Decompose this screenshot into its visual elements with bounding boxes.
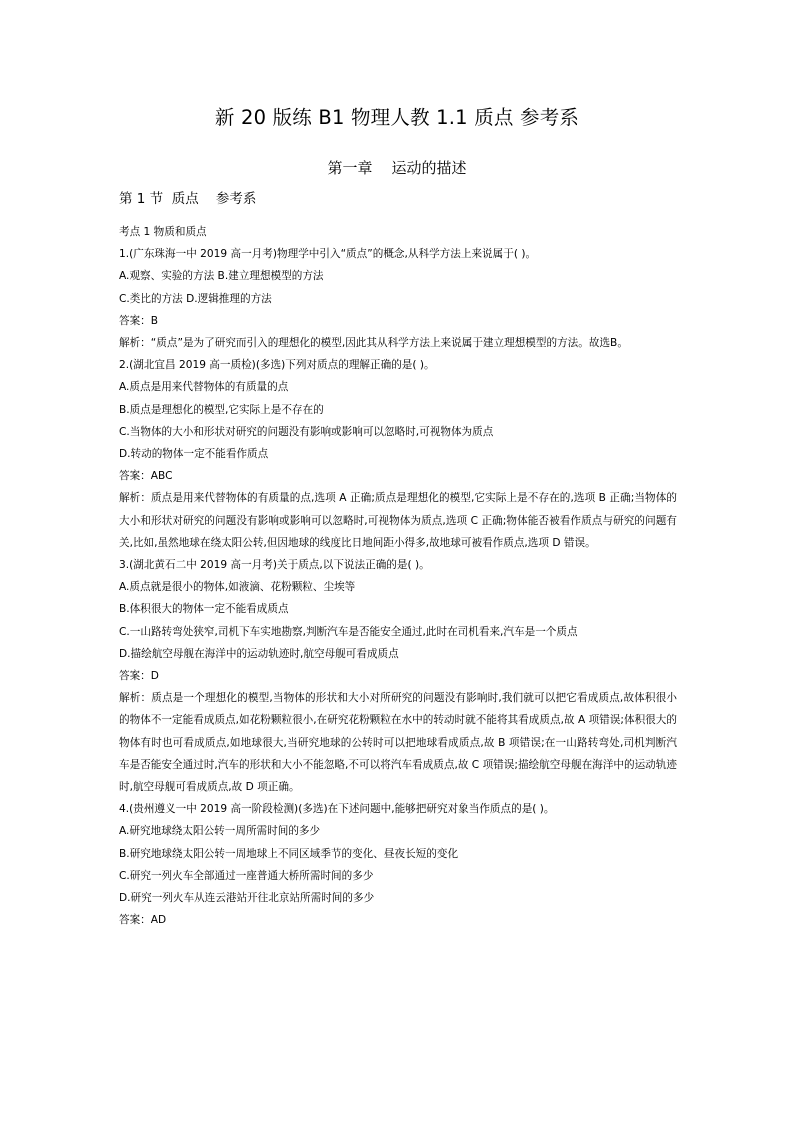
question-4-answer: 答案：AD (119, 914, 167, 927)
chapter-title: 第一章 运动的描述 (327, 159, 467, 177)
question-1-options-ab: A.观察、实验的方法 B.建立理想模型的方法 (119, 270, 324, 283)
question-2-explanation: 解析：质点是用来代替物体的有质量的点,选项 A 正确;质点是理想化的模型,它实际上是不存在的,选项 B 正确;当物体的大小和形状对研究的问题没有影响或影响可以忽略时,可视物体为质点,选项 C 正确;物体能否被看作质点与研究的问题有关,比如,虽然地球在绕太阳公转,但因地球的线度比日地间距小得多,故地球可被看作质点,选项 D 错误。 (119, 492, 677, 549)
question-3-explanation: 解析：质点是一个理想化的模型,当物体的形状和大小对所研究的问题没有影响时,我们就可以把它看成质点,故体积很小的物体不一定能看成质点,如花粉颗粒很小,在研究花粉颗粒在水中的转动时就不能将其看成质点,故 A 项错误;体积很大的物体有时也可看成质点,如地球很大,当研究地球的公转时可以把地球看成质点,故 B 项错误;在一山路转弯处,司机判断汽车是否能安全通过时,汽车的形状和大小不能忽略,不可以将汽车看成质点,故 C 项错误;描绘航空母舰在海洋中的运动轨迹时,航空母舰可看成质点,故 D 项正确。 (119, 692, 677, 794)
document-title: 新 20 版练 B1 物理人教 1.1 质点 参考系 (214, 106, 580, 129)
question-3-option-b: B.体积很大的物体一定不能看成质点 (119, 603, 289, 616)
question-3-option-d: D.描绘航空母舰在海洋中的运动轨迹时,航空母舰可看成质点 (119, 647, 399, 660)
question-3-option-a: A.质点就是很小的物体,如液滴、花粉颗粒、尘埃等 (119, 581, 356, 594)
question-2-option-c: C.当物体的大小和形状对研究的问题没有影响或影响可以忽略时,可视物体为质点 (119, 425, 494, 438)
question-4-option-d: D.研究一列火车从连云港站开往北京站所需时间的多少 (119, 892, 375, 905)
question-1-answer: 答案：B (119, 314, 159, 327)
question-3-stem: 3.(湖北黄石二中 2019 高一月考)关于质点,以下说法正确的是( )。 (119, 559, 430, 572)
document-body (119, 221, 677, 932)
question-1-options-cd: C.类比的方法 D.逻辑推理的方法 (119, 292, 272, 305)
section-title: 第 1 节 质点 参考系 (119, 191, 257, 207)
question-1-stem: 1.(广东珠海一中 2019 高一月考)物理学中引入“质点”的概念,从科学方法上来说属于( )。 (119, 248, 537, 261)
question-2-stem: 2.(湖北宜昌 2019 高一质检)(多选)下列对质点的理解正确的是( )。 (119, 359, 435, 372)
question-2-answer: 答案：ABC (119, 470, 173, 483)
question-2-option-a: A.质点是用来代替物体的有质量的点 (119, 381, 289, 394)
question-4-option-b: B.研究地球绕太阳公转一周地球上不同区域季节的变化、昼夜长短的变化 (119, 847, 459, 860)
question-3-answer: 答案：D (119, 670, 159, 683)
question-4-stem: 4.(贵州遵义一中 2019 高一阶段检测)(多选)在下述问题中,能够把研究对象当作质点的是( )。 (119, 803, 555, 816)
question-2-option-d: D.转动的物体一定不能看作质点 (119, 448, 269, 461)
question-1-explanation: 解析：“质点”是为了研究而引入的理想化的模型,因此其从科学方法上来说属于建立理想模型的方法。故选B。 (119, 337, 628, 350)
question-3-option-c: C.一山路转弯处狭窄,司机下车实地勘察,判断汽车是否能安全通过,此时在司机看来,汽车是一个质点 (119, 625, 578, 638)
question-2-option-b: B.质点是理想化的模型,它实际上是不存在的 (119, 403, 324, 416)
topic-heading: 考点 1 物质和质点 (119, 226, 207, 238)
question-4-option-c: C.研究一列火车全部通过一座普通大桥所需时间的多少 (119, 869, 374, 882)
question-4-option-a: A.研究地球绕太阳公转一周所需时间的多少 (119, 825, 321, 838)
